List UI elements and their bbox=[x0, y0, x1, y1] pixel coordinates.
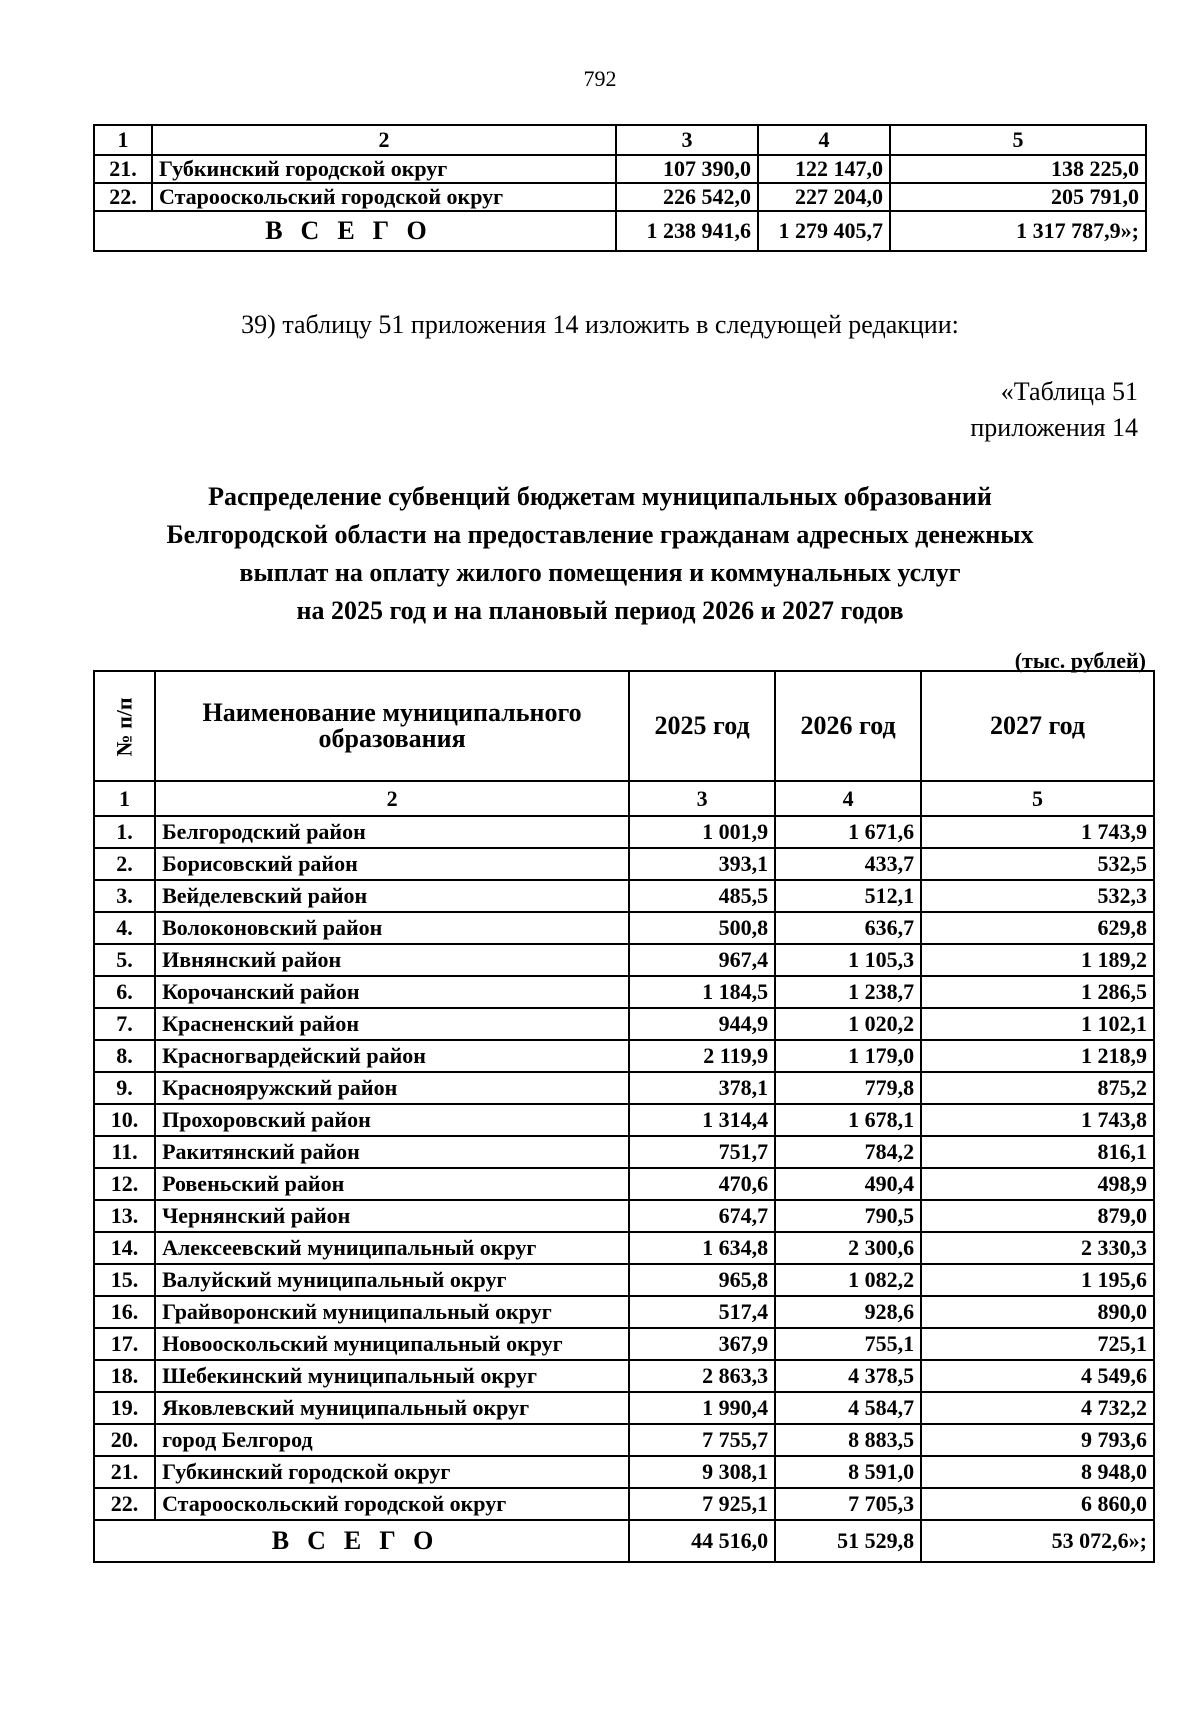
table-row bbox=[94, 1168, 1154, 1200]
table-row bbox=[94, 848, 1154, 880]
caption-line: приложения 14 bbox=[970, 413, 1138, 442]
row-number: 7. bbox=[94, 1008, 155, 1040]
value-2026: 122 147,0 bbox=[758, 155, 890, 183]
value-2025: 1 990,4 bbox=[629, 1392, 775, 1424]
amendment-instruction: 39) таблицу 51 приложения 14 изложить в следующей редакции: bbox=[241, 310, 959, 339]
value-2026: 1 238,7 bbox=[775, 976, 921, 1008]
value-2025: 674,7 bbox=[629, 1200, 775, 1232]
value-2026: 1 678,1 bbox=[775, 1104, 921, 1136]
row-name: Вейделевский район bbox=[155, 880, 629, 912]
row-number: 10. bbox=[94, 1104, 155, 1136]
value-2026: 8 591,0 bbox=[775, 1456, 921, 1488]
row-name: город Белгород bbox=[155, 1424, 629, 1456]
total-row bbox=[94, 1520, 1154, 1562]
value-2025: 965,8 bbox=[629, 1264, 775, 1296]
value-2027: 205 791,0 bbox=[890, 183, 1146, 211]
row-number: 3. bbox=[94, 880, 155, 912]
total-row bbox=[94, 211, 1146, 251]
header-2027: 2027 год bbox=[921, 671, 1154, 781]
header-2025: 2025 год bbox=[629, 671, 775, 781]
value-2025: 485,5 bbox=[629, 880, 775, 912]
total-v2026: 51 529,8 bbox=[775, 1520, 921, 1562]
table-row bbox=[94, 1008, 1154, 1040]
value-2027: 1 218,9 bbox=[921, 1040, 1154, 1072]
table-row bbox=[94, 976, 1154, 1008]
table-title bbox=[100, 478, 1100, 630]
table-row bbox=[94, 155, 1146, 183]
column-number: 3 bbox=[616, 125, 758, 155]
table-row bbox=[94, 944, 1154, 976]
value-2025: 944,9 bbox=[629, 1008, 775, 1040]
value-2027: 2 330,3 bbox=[921, 1232, 1154, 1264]
row-number: 19. bbox=[94, 1392, 155, 1424]
column-number: 1 bbox=[94, 781, 155, 816]
value-2027: 532,5 bbox=[921, 848, 1154, 880]
table-row bbox=[94, 1072, 1154, 1104]
row-number: 18. bbox=[94, 1360, 155, 1392]
value-2026: 8 883,5 bbox=[775, 1424, 921, 1456]
row-number: 5. bbox=[94, 944, 155, 976]
row-name: Валуйский муниципальный округ bbox=[155, 1264, 629, 1296]
row-name: Борисовский район bbox=[155, 848, 629, 880]
value-2025: 378,1 bbox=[629, 1072, 775, 1104]
header-row bbox=[94, 671, 1154, 781]
table-row bbox=[94, 1392, 1154, 1424]
value-2027: 6 860,0 bbox=[921, 1488, 1154, 1520]
row-name: Ровеньский район bbox=[155, 1168, 629, 1200]
total-v2025: 44 516,0 bbox=[629, 1520, 775, 1562]
total-v2027: 53 072,6»; bbox=[921, 1520, 1154, 1562]
title-line: выплат на оплату жилого помещения и коммунальных услуг bbox=[239, 558, 961, 587]
column-number: 5 bbox=[890, 125, 1146, 155]
page-number: 792 bbox=[583, 66, 617, 91]
value-2025: 367,9 bbox=[629, 1328, 775, 1360]
table-row bbox=[94, 880, 1154, 912]
units-label: (тыс. рублей) bbox=[1014, 648, 1146, 673]
value-2026: 433,7 bbox=[775, 848, 921, 880]
row-number: 15. bbox=[94, 1264, 155, 1296]
value-2026: 4 584,7 bbox=[775, 1392, 921, 1424]
total-v2026: 1 279 405,7 bbox=[758, 211, 890, 251]
row-name: Губкинский городской округ bbox=[152, 155, 616, 183]
row-name: Алексеевский муниципальный округ bbox=[155, 1232, 629, 1264]
value-2027: 138 225,0 bbox=[890, 155, 1146, 183]
row-name: Губкинский городской округ bbox=[155, 1456, 629, 1488]
row-number: 8. bbox=[94, 1040, 155, 1072]
value-2027: 879,0 bbox=[921, 1200, 1154, 1232]
table-row bbox=[94, 1264, 1154, 1296]
table-row bbox=[94, 1040, 1154, 1072]
continued-table bbox=[93, 124, 1147, 252]
value-2026: 1 105,3 bbox=[775, 944, 921, 976]
value-2025: 1 314,4 bbox=[629, 1104, 775, 1136]
value-2027: 1 743,9 bbox=[921, 816, 1154, 848]
row-number: 1. bbox=[94, 816, 155, 848]
column-number: 2 bbox=[152, 125, 616, 155]
row-number: 2. bbox=[94, 848, 155, 880]
value-2026: 2 300,6 bbox=[775, 1232, 921, 1264]
column-number-row bbox=[94, 125, 1146, 155]
row-name: Краснояружский район bbox=[155, 1072, 629, 1104]
value-2025: 226 542,0 bbox=[616, 183, 758, 211]
value-2026: 4 378,5 bbox=[775, 1360, 921, 1392]
value-2027: 8 948,0 bbox=[921, 1456, 1154, 1488]
column-number: 5 bbox=[921, 781, 1154, 816]
value-2025: 1 634,8 bbox=[629, 1232, 775, 1264]
value-2027: 1 743,8 bbox=[921, 1104, 1154, 1136]
row-number: 21. bbox=[94, 155, 152, 183]
column-number: 2 bbox=[155, 781, 629, 816]
value-2026: 7 705,3 bbox=[775, 1488, 921, 1520]
value-2027: 4 549,6 bbox=[921, 1360, 1154, 1392]
row-number: 14. bbox=[94, 1232, 155, 1264]
row-name: Ивнянский район bbox=[155, 944, 629, 976]
value-2026: 790,5 bbox=[775, 1200, 921, 1232]
row-number: 22. bbox=[94, 1488, 155, 1520]
table-row bbox=[94, 1104, 1154, 1136]
row-name: Белгородский район bbox=[155, 816, 629, 848]
row-number: 13. bbox=[94, 1200, 155, 1232]
value-2026: 1 179,0 bbox=[775, 1040, 921, 1072]
value-2026: 755,1 bbox=[775, 1328, 921, 1360]
value-2026: 512,1 bbox=[775, 880, 921, 912]
value-2026: 1 671,6 bbox=[775, 816, 921, 848]
header-2026: 2026 год bbox=[775, 671, 921, 781]
value-2025: 7 755,7 bbox=[629, 1424, 775, 1456]
title-line: Распределение субвенций бюджетам муниципальных образований bbox=[208, 482, 992, 511]
table-row bbox=[94, 183, 1146, 211]
value-2027: 725,1 bbox=[921, 1328, 1154, 1360]
column-number: 4 bbox=[758, 125, 890, 155]
value-2027: 1 189,2 bbox=[921, 944, 1154, 976]
value-2027: 1 195,6 bbox=[921, 1264, 1154, 1296]
row-number: 6. bbox=[94, 976, 155, 1008]
row-name: Красногвардейский район bbox=[155, 1040, 629, 1072]
total-label: ВСЕГО bbox=[94, 1520, 629, 1562]
total-v2025: 1 238 941,6 bbox=[616, 211, 758, 251]
column-number-row bbox=[94, 781, 1154, 816]
table-row bbox=[94, 1360, 1154, 1392]
table-row bbox=[94, 1456, 1154, 1488]
value-2025: 500,8 bbox=[629, 912, 775, 944]
value-2025: 2 119,9 bbox=[629, 1040, 775, 1072]
value-2027: 629,8 bbox=[921, 912, 1154, 944]
value-2026: 1 082,2 bbox=[775, 1264, 921, 1296]
value-2025: 470,6 bbox=[629, 1168, 775, 1200]
column-number: 3 bbox=[629, 781, 775, 816]
total-v2027: 1 317 787,9»; bbox=[890, 211, 1146, 251]
header-number: № п/п bbox=[94, 671, 155, 781]
value-2025: 1 001,9 bbox=[629, 816, 775, 848]
row-name: Шебекинский муниципальный округ bbox=[155, 1360, 629, 1392]
table-row bbox=[94, 1232, 1154, 1264]
header-name: Наименование муниципального образования bbox=[155, 671, 629, 781]
row-name: Ракитянский район bbox=[155, 1136, 629, 1168]
row-name: Прохоровский район bbox=[155, 1104, 629, 1136]
table-row bbox=[94, 1136, 1154, 1168]
row-name: Старооскольский городской округ bbox=[155, 1488, 629, 1520]
value-2026: 227 204,0 bbox=[758, 183, 890, 211]
value-2027: 498,9 bbox=[921, 1168, 1154, 1200]
table-row bbox=[94, 816, 1154, 848]
table-row bbox=[94, 1296, 1154, 1328]
value-2026: 490,4 bbox=[775, 1168, 921, 1200]
row-name: Волоконовский район bbox=[155, 912, 629, 944]
total-label: ВСЕГО bbox=[94, 211, 616, 251]
value-2027: 9 793,6 bbox=[921, 1424, 1154, 1456]
table-51 bbox=[93, 670, 1155, 1563]
row-name: Корочанский район bbox=[155, 976, 629, 1008]
row-number: 17. bbox=[94, 1328, 155, 1360]
row-number: 21. bbox=[94, 1456, 155, 1488]
value-2025: 967,4 bbox=[629, 944, 775, 976]
row-name: Красненский район bbox=[155, 1008, 629, 1040]
row-name: Грайворонский муниципальный округ bbox=[155, 1296, 629, 1328]
table-caption bbox=[970, 374, 1138, 446]
row-name: Яковлевский муниципальный округ bbox=[155, 1392, 629, 1424]
value-2025: 517,4 bbox=[629, 1296, 775, 1328]
value-2026: 779,8 bbox=[775, 1072, 921, 1104]
value-2027: 532,3 bbox=[921, 880, 1154, 912]
value-2026: 928,6 bbox=[775, 1296, 921, 1328]
caption-line: «Таблица 51 bbox=[1000, 377, 1138, 406]
table-row bbox=[94, 1424, 1154, 1456]
row-number: 16. bbox=[94, 1296, 155, 1328]
value-2025: 107 390,0 bbox=[616, 155, 758, 183]
table-row bbox=[94, 1200, 1154, 1232]
value-2027: 816,1 bbox=[921, 1136, 1154, 1168]
row-number: 12. bbox=[94, 1168, 155, 1200]
table-row bbox=[94, 912, 1154, 944]
row-number: 22. bbox=[94, 183, 152, 211]
value-2025: 2 863,3 bbox=[629, 1360, 775, 1392]
value-2027: 875,2 bbox=[921, 1072, 1154, 1104]
value-2025: 7 925,1 bbox=[629, 1488, 775, 1520]
value-2027: 1 286,5 bbox=[921, 976, 1154, 1008]
value-2026: 784,2 bbox=[775, 1136, 921, 1168]
row-number: 20. bbox=[94, 1424, 155, 1456]
row-number: 11. bbox=[94, 1136, 155, 1168]
value-2027: 1 102,1 bbox=[921, 1008, 1154, 1040]
row-name: Новооскольский муниципальный округ bbox=[155, 1328, 629, 1360]
row-number: 4. bbox=[94, 912, 155, 944]
value-2025: 9 308,1 bbox=[629, 1456, 775, 1488]
value-2025: 393,1 bbox=[629, 848, 775, 880]
title-line: Белгородской области на предоставление гражданам адресных денежных bbox=[166, 520, 1034, 549]
row-name: Чернянский район bbox=[155, 1200, 629, 1232]
value-2027: 4 732,2 bbox=[921, 1392, 1154, 1424]
row-number: 9. bbox=[94, 1072, 155, 1104]
title-line: на 2025 год и на плановый период 2026 и 2027 годов bbox=[296, 596, 904, 625]
value-2025: 751,7 bbox=[629, 1136, 775, 1168]
column-number: 4 bbox=[775, 781, 921, 816]
column-number: 1 bbox=[94, 125, 152, 155]
row-name: Старооскольский городской округ bbox=[152, 183, 616, 211]
value-2026: 636,7 bbox=[775, 912, 921, 944]
table-row bbox=[94, 1488, 1154, 1520]
value-2027: 890,0 bbox=[921, 1296, 1154, 1328]
value-2026: 1 020,2 bbox=[775, 1008, 921, 1040]
table-row bbox=[94, 1328, 1154, 1360]
value-2025: 1 184,5 bbox=[629, 976, 775, 1008]
